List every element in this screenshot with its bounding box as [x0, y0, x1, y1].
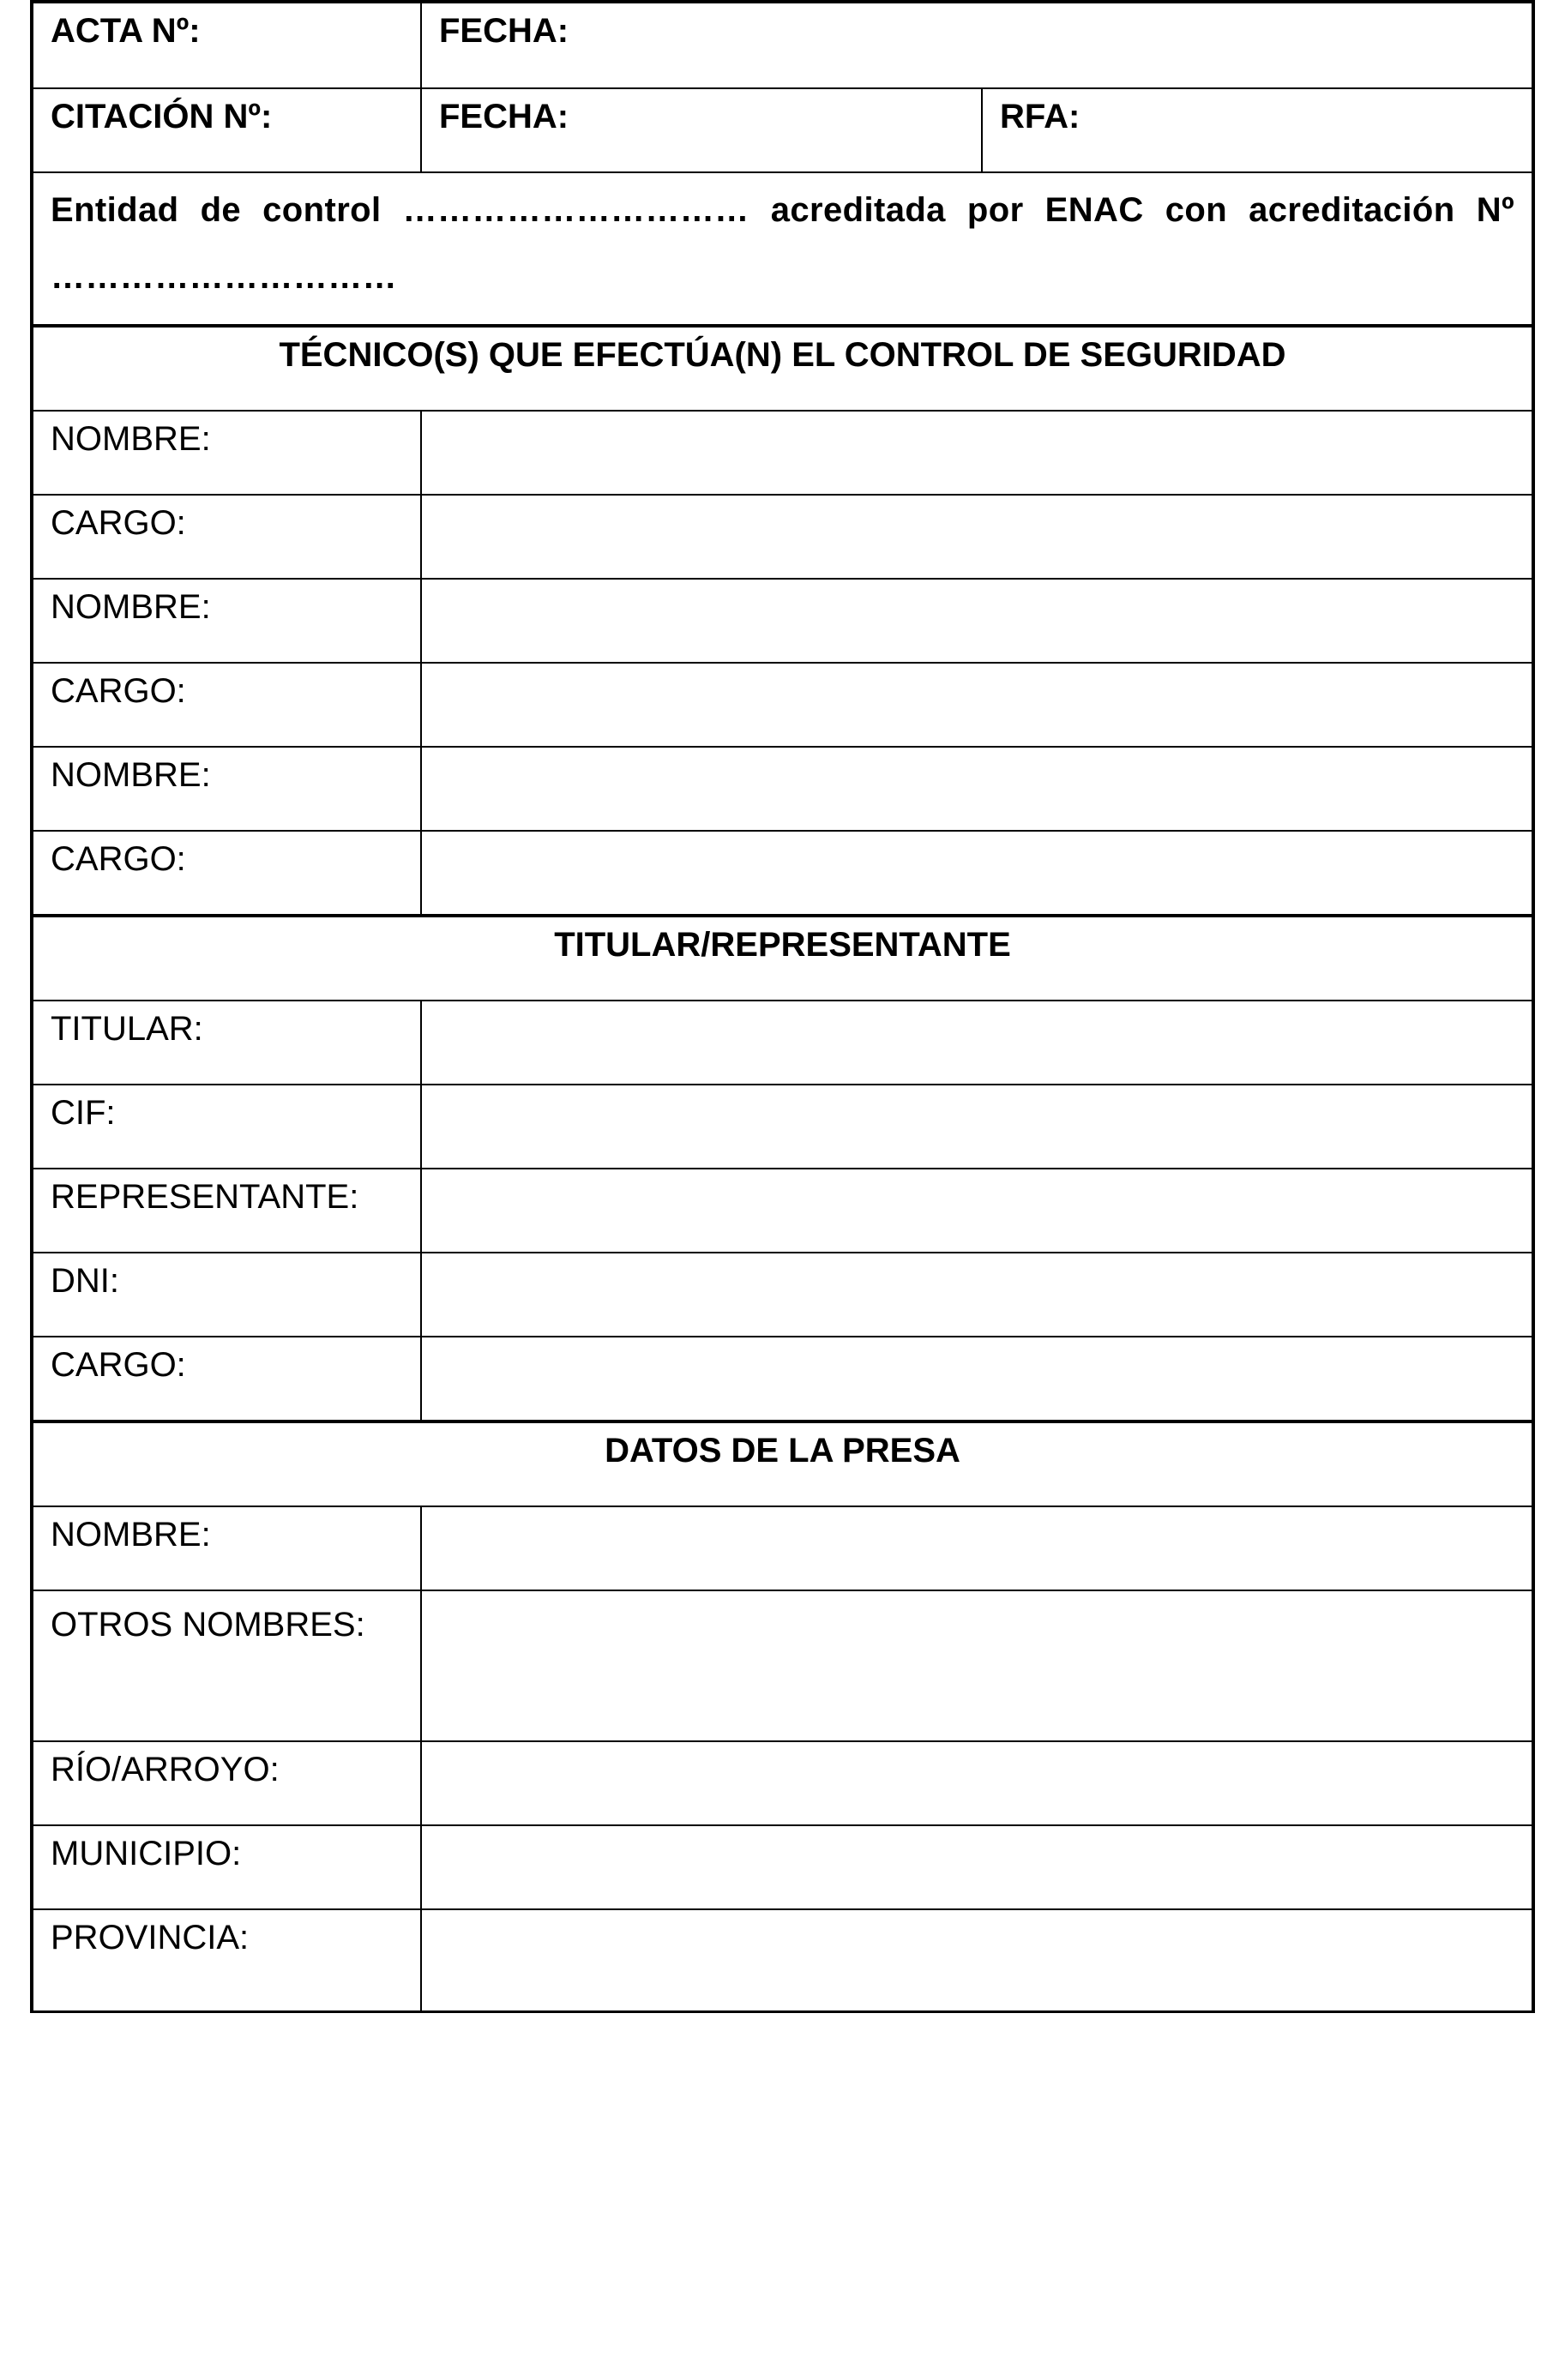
- fecha-field-2[interactable]: FECHA:: [420, 89, 981, 171]
- municipio-field[interactable]: [420, 1826, 1532, 1908]
- tecnicos-section-header: [33, 324, 1532, 410]
- titular-row: [33, 1000, 1532, 1084]
- tecnico-nombre-field[interactable]: [420, 748, 1532, 830]
- cif-label: CIF:: [51, 1094, 116, 1132]
- tecnico-row: [33, 830, 1532, 914]
- tecnico-row: [33, 662, 1532, 746]
- tecnico-row: [33, 494, 1532, 578]
- dam-inspection-form: [30, 0, 1535, 2013]
- entidad-row: [33, 171, 1532, 324]
- fecha-field-1[interactable]: FECHA:: [420, 3, 1532, 87]
- otros-nombres-field[interactable]: [420, 1591, 1532, 1740]
- presa-row: [33, 1590, 1532, 1740]
- tecnico-cargo-field[interactable]: [420, 664, 1532, 746]
- rio-arroyo-label: RÍO/ARROYO:: [51, 1751, 280, 1788]
- tecnico-nombre-field[interactable]: [420, 580, 1532, 662]
- provincia-label: PROVINCIA:: [51, 1919, 250, 1956]
- tecnicos-title: TÉCNICO(S) QUE EFECTÚA(N) EL CONTROL DE SEGURIDAD: [279, 336, 1286, 374]
- tecnico-cargo-label: CARGO:: [51, 504, 186, 542]
- presa-row: [33, 1824, 1532, 1908]
- citacion-row: [33, 87, 1532, 171]
- presa-section-header: [33, 1420, 1532, 1506]
- representante-field[interactable]: [420, 1169, 1532, 1252]
- representante-label: REPRESENTANTE:: [51, 1178, 359, 1216]
- tecnico-row: [33, 746, 1532, 830]
- tecnico-nombre-label: NOMBRE:: [51, 420, 211, 458]
- municipio-label: MUNICIPIO:: [51, 1835, 242, 1872]
- titular-row: [33, 1252, 1532, 1336]
- cif-field[interactable]: [420, 1085, 1532, 1168]
- presa-nombre-label: NOMBRE:: [51, 1516, 211, 1554]
- acta-row: [33, 0, 1532, 87]
- titular-row: [33, 1084, 1532, 1168]
- presa-row: [33, 1506, 1532, 1590]
- rfa-field[interactable]: RFA:: [981, 89, 1532, 171]
- presa-row: [33, 1908, 1532, 2010]
- citacion-label: CITACIÓN Nº:: [51, 98, 273, 135]
- acta-label: ACTA Nº:: [51, 12, 201, 50]
- provincia-field[interactable]: [420, 1910, 1532, 2010]
- tecnico-nombre-label: NOMBRE:: [51, 588, 211, 626]
- presa-row: [33, 1740, 1532, 1824]
- tecnico-nombre-label: NOMBRE:: [51, 756, 211, 794]
- tecnico-row: [33, 410, 1532, 494]
- dni-field[interactable]: [420, 1253, 1532, 1336]
- otros-nombres-label: OTROS NOMBRES:: [51, 1606, 365, 1644]
- titular-title: TITULAR/REPRESENTANTE: [554, 926, 1011, 964]
- presa-nombre-field[interactable]: [420, 1507, 1532, 1590]
- tecnico-cargo-label: CARGO:: [51, 672, 186, 710]
- tecnico-row: [33, 578, 1532, 662]
- presa-title: DATOS DE LA PRESA: [605, 1432, 960, 1469]
- titular-section-header: [33, 914, 1532, 1000]
- entidad-text: Entidad de control ………………………… acreditada por ENAC con acreditación Nº …………………………: [51, 191, 1514, 296]
- dni-label: DNI:: [51, 1262, 119, 1300]
- rio-arroyo-field[interactable]: [420, 1742, 1532, 1824]
- tecnico-cargo-field[interactable]: [420, 496, 1532, 578]
- tecnico-cargo-field[interactable]: [420, 832, 1532, 914]
- titular-row: [33, 1168, 1532, 1252]
- cargo-field[interactable]: [420, 1337, 1532, 1420]
- tecnico-nombre-field[interactable]: [420, 412, 1532, 494]
- tecnico-cargo-label: CARGO:: [51, 840, 186, 878]
- titular-row: [33, 1336, 1532, 1420]
- cargo-label: CARGO:: [51, 1346, 186, 1384]
- titular-field[interactable]: [420, 1001, 1532, 1084]
- titular-label: TITULAR:: [51, 1010, 203, 1048]
